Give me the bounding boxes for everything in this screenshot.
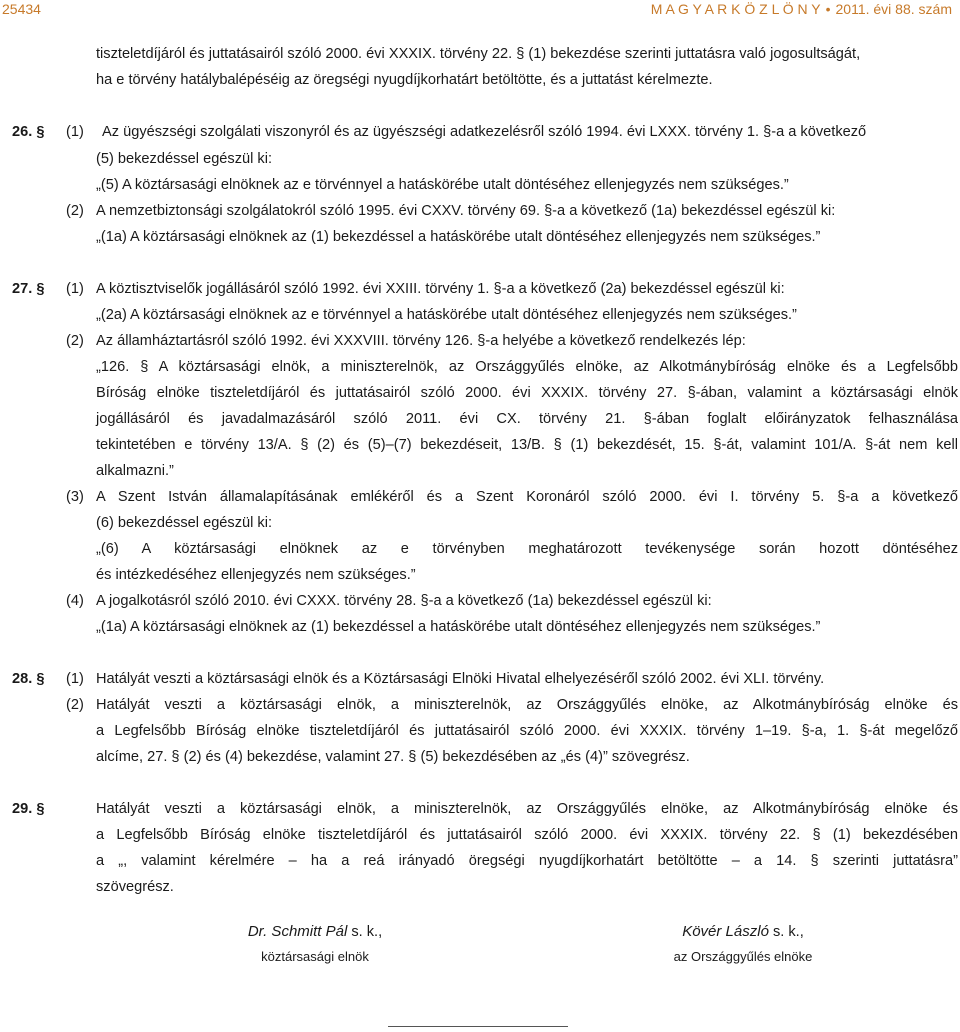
quoted-provision: „(1a) A köztársasági elnöknek az (1) bekezdéssel a hatáskörébe utalt döntéséhez ellenjegyzés nem szükséges.” xyxy=(96,619,821,635)
signature-left xyxy=(200,922,430,966)
paragraph-line: A köztisztviselők jogállásáról szóló 1992. évi XXIII. törvény 1. §-a a következő (2a) bekezdéssel egészül ki: xyxy=(96,281,785,297)
quoted-provision: „(1a) A köztársasági elnöknek az (1) bekezdéssel a hatáskörébe utalt döntéséhez ellenjegyzés nem szükséges.” xyxy=(96,229,821,245)
signature-right xyxy=(628,922,858,966)
paragraph-line: A nemzetbiztonsági szolgálatokról szóló 1995. évi CXXV. törvény 69. §-a a következő (1a) bekezdéssel egészül ki: xyxy=(96,203,836,219)
intro-line: ha e törvény hatálybalépéséig az öregségi nyugdíjkorhatárt betöltötte, és a juttatást kérelmezte. xyxy=(96,72,713,88)
paragraph-mark: (3) xyxy=(66,489,84,505)
page-header xyxy=(0,0,960,20)
paragraph-line: A jogalkotásról szóló 2010. évi CXXX. törvény 28. §-a a következő (1a) bekezdéssel egészül ki: xyxy=(96,593,712,609)
section-number: 27. § xyxy=(12,281,45,297)
signature-suffix: s. k., xyxy=(347,924,383,940)
signatory-title: az Országgyűlés elnöke xyxy=(673,949,813,964)
quoted-provision: „(2a) A köztársasági elnöknek az e törvénnyel a hatáskörébe utalt döntéséhez ellenjegyzés nem szükséges.” xyxy=(96,307,797,323)
signatory-name: Kövér László xyxy=(682,923,769,940)
signature-suffix: s. k., xyxy=(768,924,804,940)
paragraph-line: alcíme, 27. § (2) és (4) bekezdése, valamint 27. § (5) bekezdésében az „és (4)” szövegrész. xyxy=(96,749,690,765)
intro-line: tiszteletdíjáról és juttatásairól szóló 2000. évi XXXIX. törvény 22. § (1) bekezdése szerinti juttatásra való jogosultságát, xyxy=(96,46,861,62)
paragraph-line: Hatályát veszti a köztársasági elnök, a miniszterelnök, az Országgyűlés elnöke, az Alkotmánybíróság elnöke és xyxy=(96,697,958,713)
paragraph-mark: (1) xyxy=(66,124,84,140)
paragraph-mark: (2) xyxy=(66,697,84,713)
paragraph-line: Hatályát veszti a köztársasági elnök, a miniszterelnök, az Országgyűlés elnöke, az Alkotmánybíróság elnöke és xyxy=(96,801,958,817)
paragraph-line: a Legfelsőbb Bíróság elnöke tiszteletdíjáról és juttatásairól szóló 2000. évi XXXIX. törvény 1–19. §-a, 1. §-át megelőző xyxy=(96,723,958,739)
paragraph-line: a „, valamint kérelmére – ha a reá irányadó öregségi nyugdíjkorhatárt betöltötte – a 14. § szerinti juttatásra” xyxy=(96,853,958,869)
quoted-provision: alkalmazni.” xyxy=(96,463,174,479)
paragraph-mark: (1) xyxy=(66,281,84,297)
paragraph-line: Az ügyészségi szolgálati viszonyról és az ügyészségi adatkezelésről szóló 1994. évi LXXX. törvény 1. §-a a következő xyxy=(102,124,867,140)
paragraph-line: (5) bekezdéssel egészül ki: xyxy=(96,151,273,167)
paragraph-mark: (2) xyxy=(66,333,84,349)
journal-name: M A G Y A R K Ö Z L Ö N Y xyxy=(650,1,821,17)
quoted-provision: „(6) A köztársasági elnöknek az e törvényben meghatározott tevékenysége során hozott döntéséhez xyxy=(96,541,958,557)
paragraph-mark: (4) xyxy=(66,593,84,609)
quoted-provision: „126. § A köztársasági elnök, a miniszterelnök, az Országgyűlés elnöke, az Alkotmánybíróság elnöke és a Legfelsőbb xyxy=(96,359,958,375)
section-number: 28. § xyxy=(12,671,45,687)
quoted-provision: tekintetében e törvény 13/A. § (2) és (5)–(7) bekezdéseit, 13/B. § (1) bekezdését, 15. §-át, valamint 101/A. §-át nem kell xyxy=(96,437,958,453)
paragraph-line: A Szent István államalapításának emlékéről és a Szent Koronáról szóló 2000. évi I. törvény 5. §-a a következő xyxy=(96,489,958,505)
section-number: 26. § xyxy=(12,124,45,140)
section-number: 29. § xyxy=(12,801,45,817)
bullet-separator: • xyxy=(825,1,831,17)
issue-label: 2011. évi 88. szám xyxy=(835,1,952,17)
quoted-provision: „(5) A köztársasági elnöknek az e törvénnyel a hatáskörébe utalt döntéséhez ellenjegyzés nem szükséges.” xyxy=(96,177,789,193)
paragraph-line: Hatályát veszti a köztársasági elnök és a Köztársasági Elnöki Hivatal elhelyezéséről szóló 2002. évi XLI. törvény. xyxy=(96,671,825,687)
signatory-name: Dr. Schmitt Pál xyxy=(247,923,348,940)
quoted-provision: és intézkedéséhez ellenjegyzés nem szükséges.” xyxy=(96,567,416,583)
quoted-provision: Bíróság elnöke tiszteletdíjáról és juttatásairól szóló 2000. évi XXXIX. törvény 27. §-ában, valamint a köztársasági elnök xyxy=(96,385,958,401)
paragraph-mark: (1) xyxy=(66,671,84,687)
signatory-title: köztársasági elnök xyxy=(261,949,369,964)
paragraph-line: a Legfelsőbb Bíróság elnöke tiszteletdíjáról és juttatásairól szóló 2000. évi XXXIX. törvény 22. § (1) bekezdésében xyxy=(96,827,958,843)
page-number: 25434 xyxy=(2,1,41,17)
journal-header xyxy=(651,0,952,18)
footer-rule xyxy=(388,1026,568,1027)
paragraph-line: szövegrész. xyxy=(96,879,174,895)
paragraph-mark: (2) xyxy=(66,203,84,219)
paragraph-line: Az államháztartásról szóló 1992. évi XXXVIII. törvény 126. §-a helyébe a következő rendelkezés lép: xyxy=(96,333,746,349)
paragraph-line: (6) bekezdéssel egészül ki: xyxy=(96,515,273,531)
quoted-provision: jogállásáról és javadalmazásáról szóló 2011. évi CX. törvény 21. §-ában foglalt előirányzatok felhasználása xyxy=(96,411,958,427)
